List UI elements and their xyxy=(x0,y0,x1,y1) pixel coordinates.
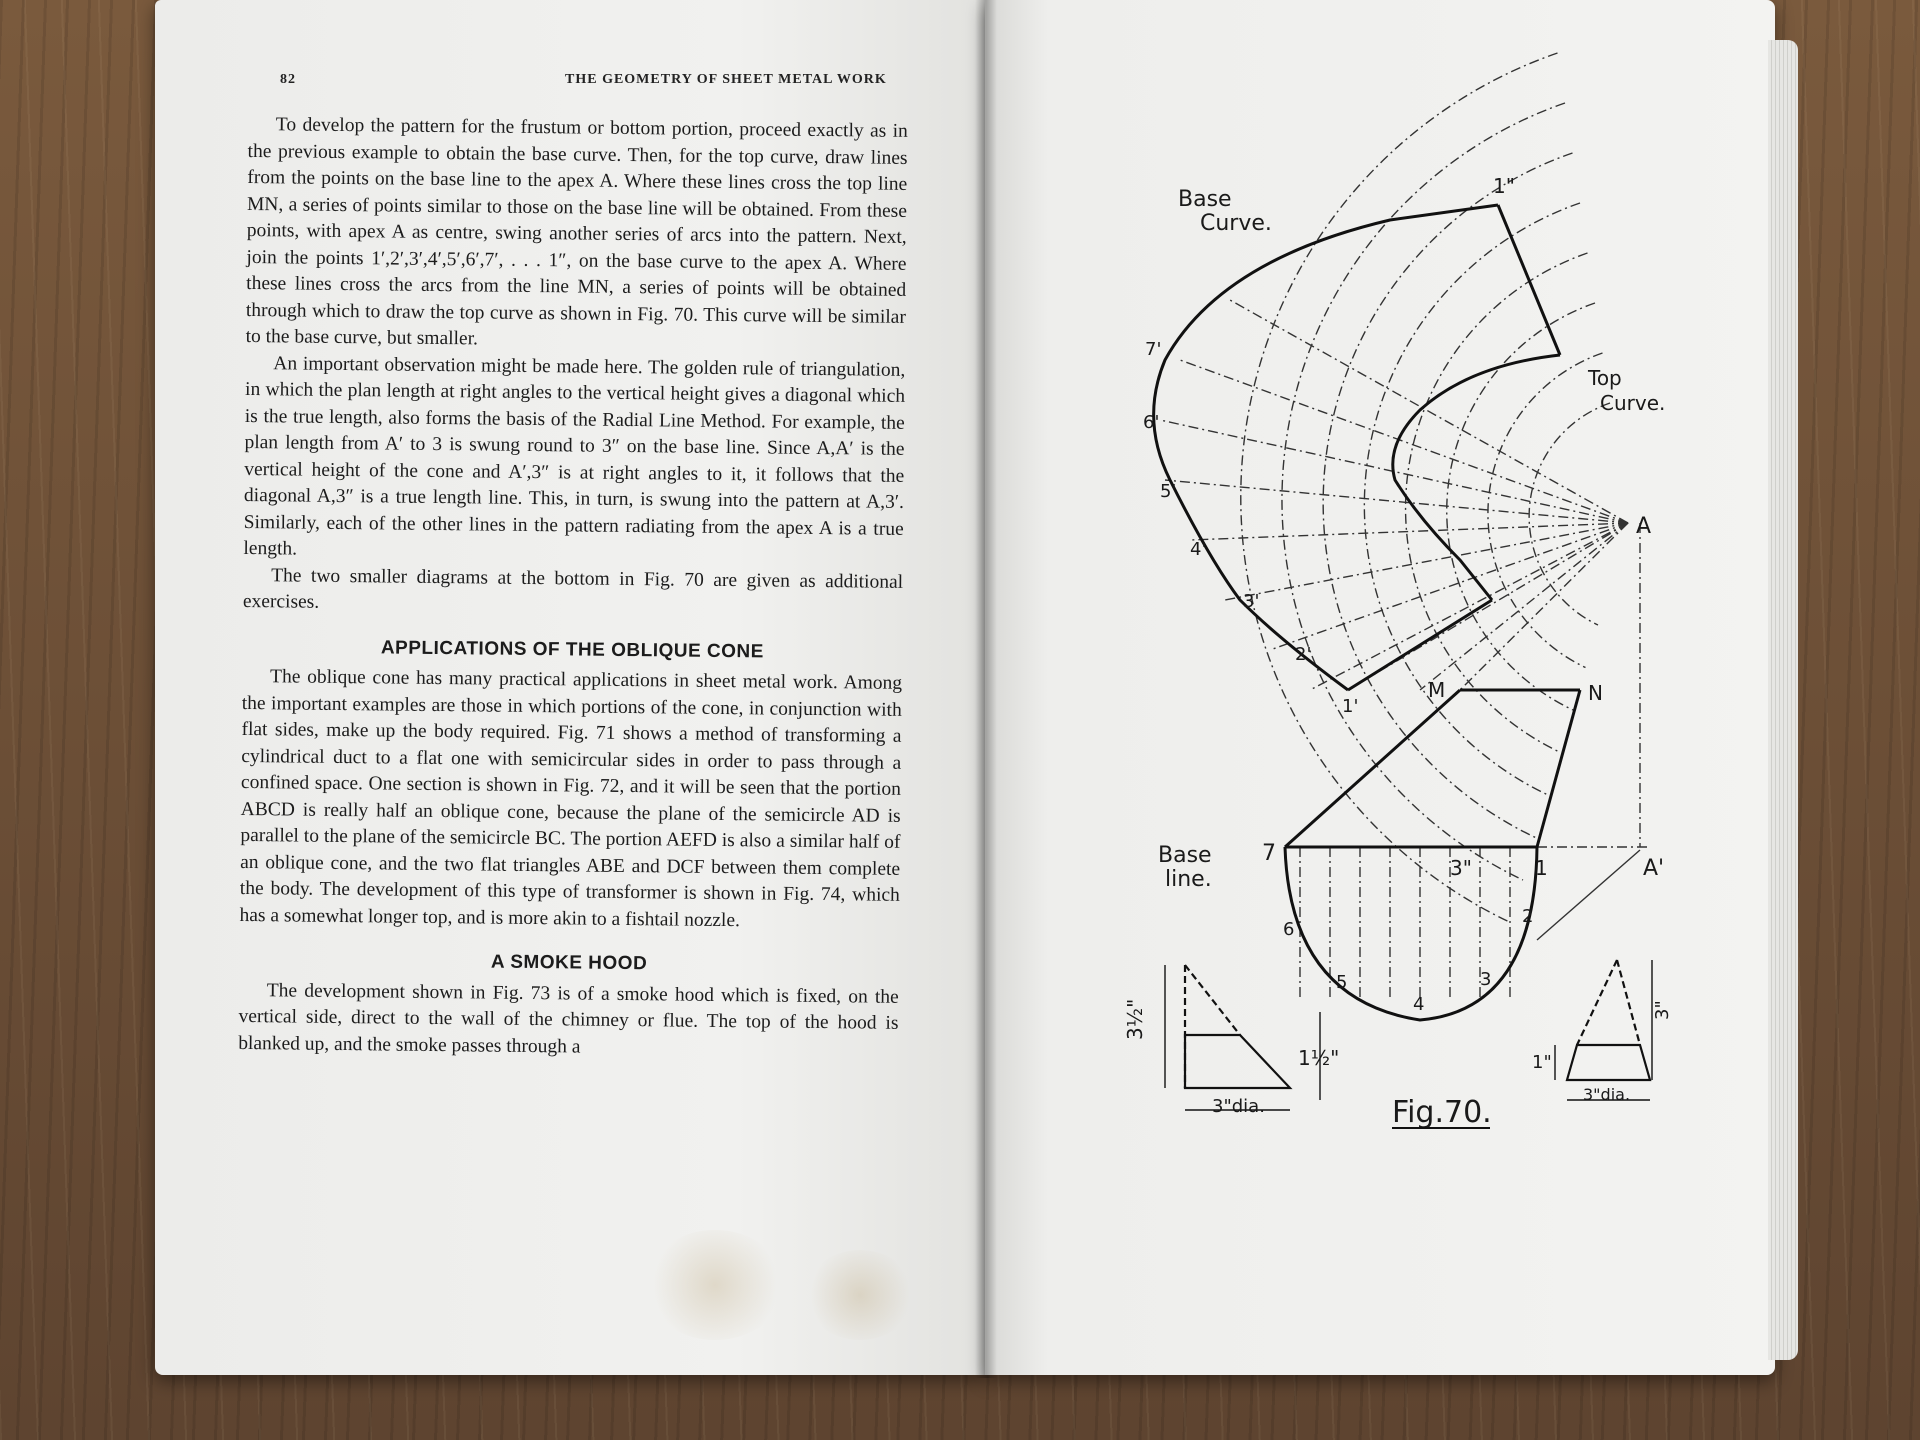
label-apex-prime: A' xyxy=(1643,856,1665,881)
label-base-one: 1 xyxy=(1535,856,1548,880)
label-point-3p: 3' xyxy=(1243,591,1260,612)
label-point-4p: 4' xyxy=(1190,539,1207,560)
swing-arc xyxy=(1282,103,1565,880)
heading-smoke-hood: A SMOKE HOOD xyxy=(490,951,648,975)
label-top-curve-2: Curve. xyxy=(1600,391,1666,415)
base-curve xyxy=(1154,205,1498,690)
swing-arc xyxy=(1323,153,1572,838)
radial-line xyxy=(1165,480,1628,523)
running-head-title: THE GEOMETRY OF SHEET METAL WORK xyxy=(565,72,887,87)
construction-lines xyxy=(1160,53,1650,1000)
label-point-6p: 6' xyxy=(1143,412,1160,433)
ex-left-base: 3"dia. xyxy=(1212,1096,1265,1117)
label-plan-2: 2 xyxy=(1522,906,1534,927)
paragraph-golden-rule: An important observation might be made here. The golden rule of triangulation, in which the plan length at right angles to the vertical height gives a diagonal which is the true length, also forms the basis of the Radial Line Method. For example, the plan length from A′ to 3 is swung round to 3″ on the base line. Since A,A′ is the vertical height of the cone and A′,3″ is at right angles to it, it follows that the diagonal A,3″ is a true length line. This, in turn, is swung into the pattern at A,3′. Similarly, each of the other lines in the pattern radiating from the apex A is a true length. xyxy=(243,352,906,560)
ex-right-height: 3" xyxy=(1652,1000,1673,1020)
radial-line xyxy=(1225,523,1628,600)
radial-line xyxy=(1460,523,1628,690)
label-point-2p: 2' xyxy=(1295,644,1312,665)
label-plan-4: 4 xyxy=(1413,994,1425,1015)
top-edge xyxy=(1498,205,1560,355)
swing-arc xyxy=(1447,303,1595,710)
paragraph-oblique-cone: The oblique cone has many practical applications in sheet metal work. Among the important examples are those in which portions of the cone, in conjunction with flat sides, make up the body required. Fig. 71 shows a method of transforming a cylindrical duct to a flat one with semicircular sides in order to pass through a confined space. One section is shown in Fig. 72, and it will be seen that the portion ABCD is really half an oblique cone, because the plane of the semicircle AD is parallel to the plane of the semicircle BC. The portion AEFD is also a similar half of an oblique cone, and the two flat triangles ABE and DCF between them complete the body. The development of this type of transformer is shown in Fig. 74, which has a somewhat longer top, and is more akin to a fishtail nozzle. xyxy=(239,666,903,931)
radial-line xyxy=(1190,523,1628,540)
label-apex: A xyxy=(1636,514,1652,539)
paragraph-smoke-hood: The development shown in Fig. 73 is of a smoke hood which is fixed, on the vertical side, direct to the wall of the chimney or flue. The top of the hood is blanked up, and the smoke passes through a xyxy=(238,979,899,1058)
figure-caption: Fig.70. xyxy=(1392,1095,1492,1130)
label-base-line-2: line. xyxy=(1165,867,1212,892)
lower-edge-left xyxy=(1348,600,1492,690)
label-one-double-prime: 1" xyxy=(1493,174,1515,198)
paragraph-frustum: To develop the pattern for the frustum or bottom portion, proceed exactly as in the previous example to obtain the base curve. Then, for the top curve, draw lines from the points on the base line to the apex A. Where these lines cross the top line MN, a series of points similar to those on the base line will be obtained. From these points, with apex A as centre, swing another series of arcs into the pattern. Next, join the points 1′,2′,3′,4′,5′,6′,7′, . . . 1″, on the base curve to the apex A. Where these lines cross the arcs from the line MN, a series of points will be obtained through which to draw the top curve as shown in Fig. 70. This curve will be similar to the base curve, but smaller. xyxy=(245,114,908,350)
label-base-curve-1: Base xyxy=(1178,187,1232,212)
paragraph-exercises: The two smaller diagrams at the bottom in Fig. 70 are given as additional exercises. xyxy=(242,564,904,613)
label-m: M xyxy=(1428,678,1446,702)
ex-right-top: 1" xyxy=(1532,1052,1552,1073)
radial-line xyxy=(1180,360,1628,523)
frustum-right xyxy=(1537,690,1580,847)
label-point-7p: 7' xyxy=(1145,339,1162,360)
radial-line xyxy=(1310,523,1628,690)
ex-right-base: 3"dia. xyxy=(1583,1085,1631,1104)
swing-arc xyxy=(1529,403,1610,625)
radial-line xyxy=(1230,300,1628,523)
label-base-line-1: Base xyxy=(1158,843,1212,868)
label-three-double-prime: 3" xyxy=(1450,856,1472,880)
exercise-right-diagram xyxy=(1555,960,1652,1100)
label-base-curve-2: Curve. xyxy=(1200,211,1272,236)
exercise-left-diagram xyxy=(1165,965,1320,1110)
swing-arc xyxy=(1488,353,1603,668)
label-point-5p: 5' xyxy=(1160,481,1177,502)
label-plan-5: 5 xyxy=(1336,972,1348,993)
heading-oblique-cone: APPLICATIONS OF THE OBLIQUE CONE xyxy=(380,636,764,662)
ex-left-top: 1½" xyxy=(1298,1046,1340,1070)
label-base-seven: 7 xyxy=(1262,841,1276,866)
figure-labels xyxy=(1143,174,1665,1015)
page-number: 82 xyxy=(280,72,296,87)
label-point-1p: 1' xyxy=(1342,696,1359,717)
label-plan-6: 6 xyxy=(1283,919,1295,940)
ex-left-height: 3½" xyxy=(1123,998,1147,1040)
label-n: N xyxy=(1588,681,1603,705)
plan-semicircle xyxy=(1285,847,1537,1020)
label-plan-3: 3 xyxy=(1480,969,1492,990)
swing-arc xyxy=(1364,203,1580,795)
plan-tangent-line xyxy=(1537,850,1640,940)
label-top-curve-1: Top xyxy=(1588,366,1622,390)
radial-line xyxy=(1420,523,1628,690)
